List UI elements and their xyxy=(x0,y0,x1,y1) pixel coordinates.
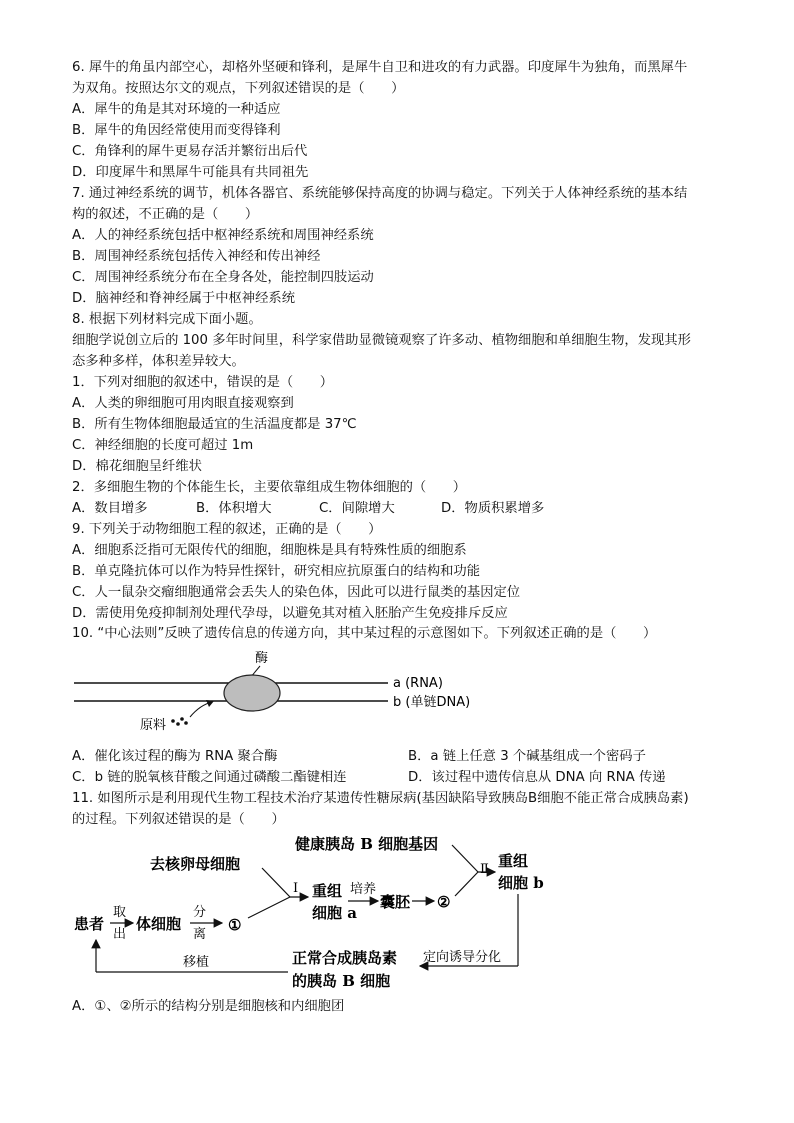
q7-option-b: B．周围神经系统包括传入神经和传出神经 xyxy=(72,249,321,264)
q11-fig-line-circle1 xyxy=(248,897,290,918)
q10-stem: 10. “中心法则”反映了遗传信息的传递方向，其中某过程的示意图如下。下列叙述正确的是（ ） xyxy=(72,626,657,641)
q11-fig-induce: 定向诱导分化 xyxy=(423,950,502,965)
q8-intro: 8. 根据下列材料完成下面小题。 xyxy=(72,312,262,327)
q11-option-a: A．①、②所示的结构分别是细胞核和内细胞团 xyxy=(72,999,345,1014)
q8-sub2-option-a: A．数目增多 xyxy=(72,501,148,516)
q10-fig-material-dot xyxy=(180,717,184,721)
q11-fig-culture: 培养 xyxy=(350,882,377,897)
q7-stem-line2: 构的叙述，不正确的是（ ） xyxy=(72,207,259,222)
q11-fig-line-oocyte xyxy=(262,868,290,897)
q6-option-b: B．犀牛的角因经常使用而变得锋利 xyxy=(72,123,281,138)
q8-sub1-option-d: D．棉花细胞呈纤维状 xyxy=(72,459,202,474)
q8-sub2-option-c: C．间隙增大 xyxy=(319,501,395,516)
q7-option-d: D．脑神经和脊神经属于中枢神经系统 xyxy=(72,291,295,306)
q10-fig-material-label: 原料 xyxy=(140,718,167,733)
q8-sub2-option-b: B．体积增大 xyxy=(196,501,272,516)
q11-stem-line1: 11. 如图所示是利用现代生物工程技术治疗某遗传性糖尿病(基因缺陷导致胰岛B细胞不能正常合成胰岛素) xyxy=(72,791,689,806)
q11-fig-circle-2: ② xyxy=(437,893,451,911)
q9-option-b: B．单克隆抗体可以作为特异性探针，研究相应抗原蛋白的结构和功能 xyxy=(72,564,481,579)
q11-fig-normal-line2: 的胰岛 B 细胞 xyxy=(292,972,391,990)
q11-fig-roman-2: Ⅱ xyxy=(480,862,489,877)
q10-figure xyxy=(0,645,794,745)
q10-fig-enzyme-label: 酶 xyxy=(255,651,269,666)
q11-fig-recomb-b-line1: 重组 xyxy=(498,852,529,870)
q11-fig-circle-1: ① xyxy=(228,916,242,934)
q11-fig-sep-1: 分 xyxy=(193,905,207,920)
q11-fig-sep-2: 离 xyxy=(193,927,207,942)
q11-fig-transplant: 移植 xyxy=(183,955,210,970)
q10-option-c: C．b 链的脱氧核苷酸之间通过磷酸二酯键相连 xyxy=(72,770,347,785)
q11-figure xyxy=(0,828,794,998)
q11-fig-healthy-gene: 健康胰岛 B 细胞基因 xyxy=(295,835,439,853)
q7-stem-line1: 7. 通过神经系统的调节，机体各器官、系统能够保持高度的协调与稳定。下列关于人体神经系统的基本结 xyxy=(72,186,688,201)
q11-fig-line-circle2 xyxy=(455,872,478,896)
q6-stem-line2: 为双角。按照达尔文的观点，下列叙述错误的是（ ） xyxy=(72,81,405,96)
q8-sub2-option-d: D．物质积累增多 xyxy=(441,501,545,516)
q11-fig-roman-1: I xyxy=(293,881,299,896)
q10-fig-enzyme-blob xyxy=(224,675,280,711)
q11-fig-normal-line1: 正常合成胰岛素 xyxy=(292,949,398,967)
q11-fig-line-gene xyxy=(452,845,478,872)
q8-sub1-stem: 1．下列对细胞的叙述中，错误的是（ ） xyxy=(72,375,334,390)
q8-material-line2: 态多种多样，体积差异较大。 xyxy=(72,354,245,369)
q8-sub2-stem: 2．多细胞生物的个体能生长，主要依靠组成生物体细胞的（ ） xyxy=(72,480,467,495)
q7-option-c: C．周围神经系统分布在全身各处，能控制四肢运动 xyxy=(72,270,374,285)
q6-option-c: C．角锋利的犀牛更易存活并繁衍出后代 xyxy=(72,144,308,159)
q9-option-c: C．人一鼠杂交瘤细胞通常会丢失人的染色体，因此可以进行鼠类的基因定位 xyxy=(72,585,521,600)
q11-fig-enucleated-oocyte: 去核卵母细胞 xyxy=(150,855,241,873)
q10-option-d: D．该过程中遗传信息从 DNA 向 RNA 传递 xyxy=(408,770,666,785)
q8-sub1-option-a: A．人类的卵细胞可用肉眼直接观察到 xyxy=(72,396,294,411)
q9-option-a: A．细胞系泛指可无限传代的细胞，细胞株是具有特殊性质的细胞系 xyxy=(72,543,467,558)
q9-stem: 9. 下列关于动物细胞工程的叙述，正确的是（ ） xyxy=(72,522,382,537)
q10-fig-label-b: b (单链DNA) xyxy=(393,695,471,710)
q10-fig-material-dot xyxy=(176,722,180,726)
q11-fig-take-1: 取 xyxy=(113,905,127,920)
q10-option-a: A．催化该过程的酶为 RNA 聚合酶 xyxy=(72,749,278,764)
q6-option-a: A．犀牛的角是其对环境的一种适应 xyxy=(72,102,281,117)
q11-fig-somatic: 体细胞 xyxy=(136,915,182,933)
q10-fig-label-a: a (RNA) xyxy=(393,676,443,691)
q6-option-d: D．印度犀牛和黑犀牛可能具有共同祖先 xyxy=(72,165,309,180)
q8-material-line1: 细胞学说创立后的 100 多年时间里，科学家借助显微镜观察了许多动、植物细胞和单细胞生物，发现其形 xyxy=(72,333,691,348)
q11-fig-blastocyst: 囊胚 xyxy=(380,893,411,911)
q11-fig-patient: 患者 xyxy=(74,915,105,933)
q11-fig-recomb-a-line2: 细胞 a xyxy=(312,904,357,922)
q8-sub1-option-c: C．神经细胞的长度可超过 1m xyxy=(72,438,254,453)
q7-option-a: A．人的神经系统包括中枢神经系统和周围神经系统 xyxy=(72,228,374,243)
q11-fig-recomb-a-line1: 重组 xyxy=(312,882,343,900)
q11-stem-line2: 的过程。下列叙述错误的是（ ） xyxy=(72,812,285,827)
q9-option-d: D．需使用免疫抑制剂处理代孕母，以避免其对植入胚胎产生免疫排斥反应 xyxy=(72,606,508,621)
q6-stem-line1: 6. 犀牛的角虽内部空心，却格外坚硬和锋利，是犀牛自卫和进攻的有力武器。印度犀牛为独角，而黑犀牛 xyxy=(72,60,688,75)
q11-fig-recomb-b-line2: 细胞 b xyxy=(498,874,544,892)
q8-sub1-option-b: B．所有生物体细胞最适宜的生活温度都是 37℃ xyxy=(72,417,357,432)
q10-fig-material-dot xyxy=(171,719,175,723)
q10-option-b: B．a 链上任意 3 个碱基组成一个密码子 xyxy=(408,749,646,764)
q11-fig-take-2: 出 xyxy=(113,927,127,942)
q10-fig-material-dot xyxy=(184,721,188,725)
